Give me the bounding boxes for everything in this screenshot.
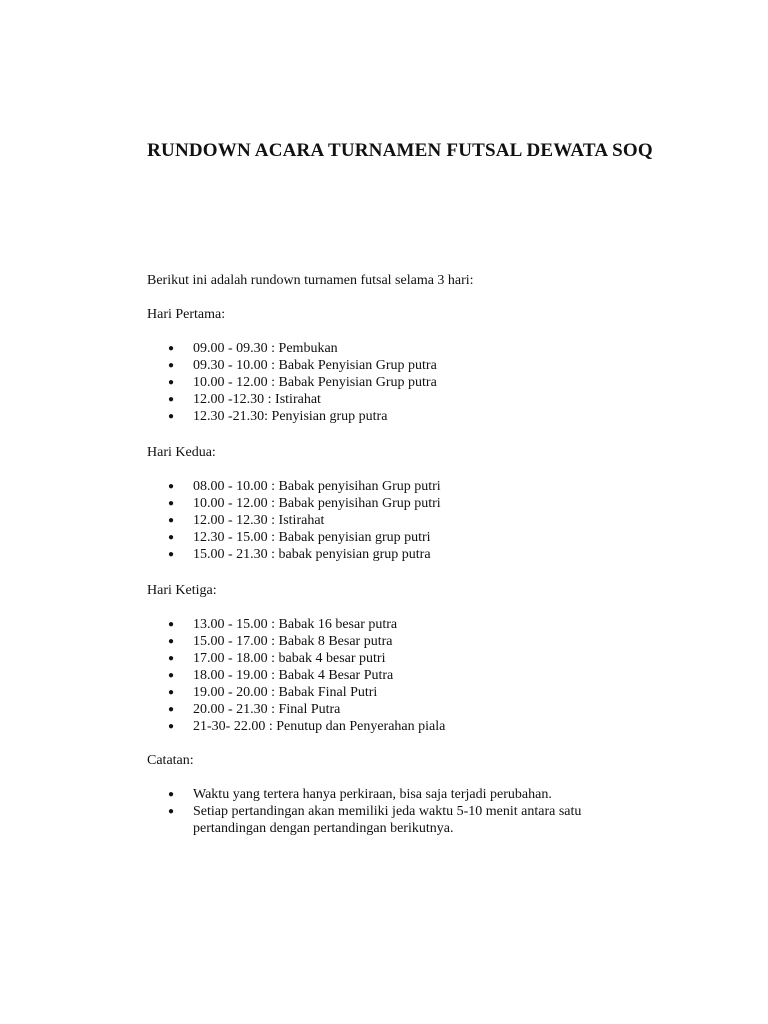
schedule-list-hari-ketiga — [166, 616, 646, 735]
list-item: ● 20.00 - 21.30 : Final Putra — [168, 702, 341, 717]
list-item: ● Setiap pertandingan akan memiliki jeda waktu 5-10 menit antara satu pertandingan dengan pertandingan berikutnya. — [168, 804, 582, 836]
list-item: ● 12.30 -21.30: Penyisian grup putra — [168, 409, 388, 424]
bullet-icon: ● — [168, 481, 175, 492]
list-item: ● 15.00 - 17.00 : Babak 8 Besar putra — [168, 634, 393, 649]
schedule-list-hari-pertama — [166, 340, 646, 425]
bullet-icon: ● — [168, 670, 175, 681]
section-heading-hari-ketiga: Hari Ketiga: — [147, 583, 217, 598]
list-item: ● 21-30- 22.00 : Penutup dan Penyerahan piala — [168, 719, 446, 734]
section-heading-catatan: Catatan: — [147, 753, 194, 768]
document-title: RUNDOWN ACARA TURNAMEN FUTSAL DEWATA SOQ — [147, 140, 653, 161]
bullet-icon: ● — [168, 549, 175, 560]
bullet-icon: ● — [168, 806, 175, 817]
section-heading-hari-kedua: Hari Kedua: — [147, 445, 216, 460]
intro-text: Berikut ini adalah rundown turnamen futsal selama 3 hari: — [147, 273, 474, 288]
list-item: ● 17.00 - 18.00 : babak 4 besar putri — [168, 651, 386, 666]
schedule-list-hari-kedua — [166, 478, 646, 563]
bullet-icon: ● — [168, 360, 175, 371]
list-item: ● 09.00 - 09.30 : Pembukan — [168, 341, 338, 356]
list-item: ● 13.00 - 15.00 : Babak 16 besar putra — [168, 617, 398, 632]
bullet-icon: ● — [168, 653, 175, 664]
bullet-icon: ● — [168, 721, 175, 732]
bullet-icon: ● — [168, 789, 175, 800]
list-item: ● 19.00 - 20.00 : Babak Final Putri — [168, 685, 378, 700]
bullet-icon: ● — [168, 498, 175, 509]
list-item: ● 18.00 - 19.00 : Babak 4 Besar Putra — [168, 668, 394, 683]
list-item: ● 15.00 - 21.30 : babak penyisian grup putra — [168, 547, 431, 562]
list-item: ● Waktu yang tertera hanya perkiraan, bisa saja terjadi perubahan. — [168, 787, 552, 802]
list-item: ● 09.30 - 10.00 : Babak Penyisian Grup putra — [168, 358, 437, 373]
bullet-icon: ● — [168, 411, 175, 422]
list-item: ● 10.00 - 12.00 : Babak Penyisian Grup putra — [168, 375, 437, 390]
list-item: ● 12.00 - 12.30 : Istirahat — [168, 513, 325, 528]
bullet-icon: ● — [168, 532, 175, 543]
notes-list — [166, 786, 611, 837]
bullet-icon: ● — [168, 515, 175, 526]
bullet-icon: ● — [168, 619, 175, 630]
list-item: ● 12.30 - 15.00 : Babak penyisian grup putri — [168, 530, 431, 545]
list-item: ● 12.00 -12.30 : Istirahat — [168, 392, 321, 407]
bullet-icon: ● — [168, 704, 175, 715]
list-item: ● 10.00 - 12.00 : Babak penyisihan Grup putri — [168, 496, 441, 511]
section-heading-hari-pertama: Hari Pertama: — [147, 307, 226, 322]
bullet-icon: ● — [168, 636, 175, 647]
bullet-icon: ● — [168, 377, 175, 388]
bullet-icon: ● — [168, 343, 175, 354]
bullet-icon: ● — [168, 687, 175, 698]
list-item: ● 08.00 - 10.00 : Babak penyisihan Grup putri — [168, 479, 441, 494]
bullet-icon: ● — [168, 394, 175, 405]
